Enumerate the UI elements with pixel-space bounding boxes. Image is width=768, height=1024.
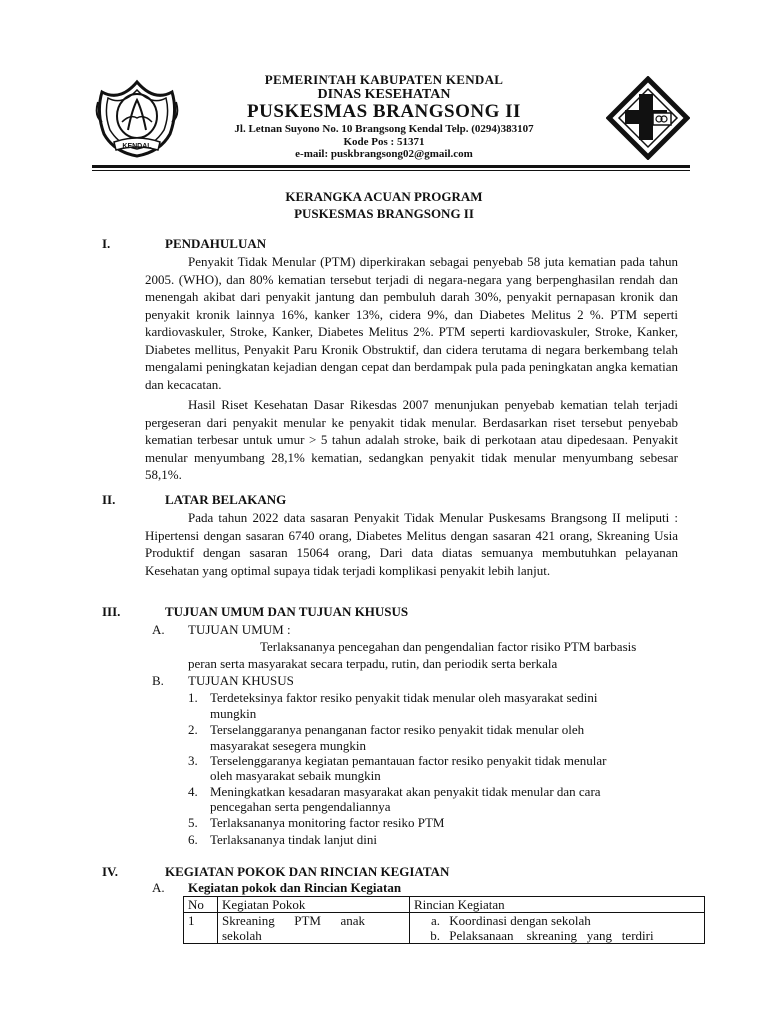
objective-b-letter: B.: [152, 673, 164, 688]
objective-item-text: Terdeteksinya faktor resiko penyakit tidak menular oleh masyarakat sedini: [210, 690, 598, 705]
header-institution: PUSKESMAS BRANGSONG II: [247, 101, 521, 122]
document-title: KERANGKA ACUAN PROGRAM: [285, 189, 483, 204]
activity-a-heading: Kegiatan pokok dan Rincian Kegiatan: [188, 880, 402, 895]
objective-item-text: Meningkatkan kesadaran masyarakat akan penyakit tidak menular dan cara: [210, 784, 601, 799]
objective-a-heading: TUJUAN UMUM :: [188, 622, 291, 637]
header-rule-thin: [92, 170, 690, 171]
header-rule-thick: [92, 165, 690, 168]
table-cell-pokok: [218, 913, 410, 944]
table-header-cell: Kegiatan Pokok: [218, 897, 410, 913]
objective-item-number: 1.: [188, 690, 198, 705]
objective-item-number: 5.: [188, 815, 198, 830]
objective-item-number: 3.: [188, 753, 198, 768]
header-postal-code: Kode Pos : 51371: [343, 136, 425, 148]
rincian-letter: b.: [430, 928, 440, 943]
section-2-paragraph-1: Pada tahun 2022 data sasaran Penyakit Tidak Menular Puskesams Brangsong II meliputi : Hipertensi dengan sasaran 6740 orang, Diabetes Melitus dengan sasaran 421 orang, Skreaning Usia Produktif dengan sasaran 15064 orang, Dari data diatas semuanya membutuhkan pelayanan Kesehatan yang optimal supaya tidak terjadi komplikasi penyakit lebih lanjut.: [145, 510, 678, 578]
table-header-cell: No: [184, 897, 218, 913]
objective-a-text-line-2: peran serta masyarakat secara terpadu, rutin, dan periodik serta berkala: [188, 656, 558, 671]
section-2-heading: LATAR BELAKANG: [165, 492, 287, 507]
section-1-paragraph-1: Penyakit Tidak Menular (PTM) diperkirakan sebagai penyebab 58 juta kematian pada tahun 2005. (WHO), dan 80% kematian tersebut terjadi di negara-negara yang berpenghasilan rendah dan menengah akibat dari penyakit jantung dan pembuluh darah 30%, penyakit pernapasan kronik dan penyakit kronik lainnya 16%, kanker 13%, cidera 9%, dan Diabetes Melitus 2 %. PTM seperti kardiovaskuler, Stroke, Kanker, Diabetes Melitus 2%. PTM seperti kardiovaskuler, Stroke, Kanker, Diabetes mellitus, Penyakit Paru Kronik Obstruktif, dan cidera terutama di negara berkembang telah mengalami peningkatan kejadian dengan cepat dan berdampak pula pada peningkatan angka kematian dan kecacatan.: [145, 254, 678, 392]
objective-item-text-cont: pencegahan serta pengendaliannya: [210, 799, 391, 814]
rincian-text: Koordinasi dengan sekolah: [449, 913, 591, 928]
rincian-letter: a.: [430, 913, 440, 928]
table-row: [184, 913, 705, 944]
rincian-text: Pelaksanaan skreaning yang terdiri: [449, 928, 654, 943]
activity-a-letter: A.: [152, 880, 165, 895]
objective-item-number: 2.: [188, 722, 198, 737]
objective-item-text-cont: oleh masyarakat sebaik mungkin: [210, 768, 381, 783]
pokok-line-2: sekolah: [222, 928, 262, 943]
section-1-heading: PENDAHULUAN: [165, 236, 267, 251]
objective-b-heading: TUJUAN KHUSUS: [188, 673, 294, 688]
header-government: PEMERINTAH KABUPATEN KENDAL: [264, 72, 504, 87]
section-3-heading: TUJUAN UMUM DAN TUJUAN KHUSUS: [165, 604, 409, 619]
objective-item-number: 6.: [188, 832, 198, 847]
table-header-row: [184, 897, 705, 913]
table-header-cell: Rincian Kegiatan: [410, 897, 705, 913]
svg-text:KENDAL: KENDAL: [122, 143, 152, 150]
section-4-heading: KEGIATAN POKOK DAN RINCIAN KEGIATAN: [165, 864, 450, 879]
table-cell-no: 1: [184, 913, 218, 944]
section-4-number: IV.: [102, 864, 119, 879]
objective-item-text: Terselenggaranya kegiatan pemantauan factor resiko penyakit tidak menular: [210, 753, 607, 768]
table-cell-rincian: [410, 913, 705, 944]
section-1-number: I.: [102, 236, 111, 251]
objective-item-text-cont: mungkin: [210, 706, 257, 721]
pokok-line-1: Skreaning PTM anak: [222, 913, 365, 928]
objective-item-number: 4.: [188, 784, 198, 799]
header-address: Jl. Letnan Suyono No. 10 Brangsong Kendal Telp. (0294)383107: [234, 123, 534, 135]
header-email: e-mail: puskbrangsong02@gmail.com: [295, 148, 473, 160]
header-department: DINAS KESEHATAN: [317, 87, 451, 102]
activity-table: [183, 896, 705, 944]
objective-item-text: Terlaksananya tindak lanjut dini: [210, 832, 377, 847]
objective-item-text: Terselanggaranya penanganan factor resiko penyakit tidak menular oleh: [210, 722, 585, 737]
section-2-number: II.: [102, 492, 116, 507]
section-1-paragraph-2: Hasil Riset Kesehatan Dasar Rikesdas 2007 menunjukan penyebab kematian telah terjadi pergeseran dari penyakit menular ke penyakit tidak menular. Berdasarkan riset tersebut penyebab kematian terbesar untuk umur > 5 tahun adalah stroke, baik di perkotaan atau dipedesaan. Penyakit menular menyumbang 28,1% kematian, sedangkan penyakit tidak menular menyumbang sebesar 58,1%.: [145, 397, 678, 482]
objective-item-text-cont: masyarakat sesegera mungkin: [210, 738, 366, 753]
objective-item-text: Terlaksananya monitoring factor resiko PTM: [210, 815, 445, 830]
objective-a-text-line-1: Terlaksananya pencegahan dan pengendalian factor risiko PTM barbasis: [260, 639, 637, 654]
document-subtitle: PUSKESMAS BRANGSONG II: [294, 206, 474, 221]
objective-a-letter: A.: [152, 622, 165, 637]
section-3-number: III.: [102, 604, 121, 619]
